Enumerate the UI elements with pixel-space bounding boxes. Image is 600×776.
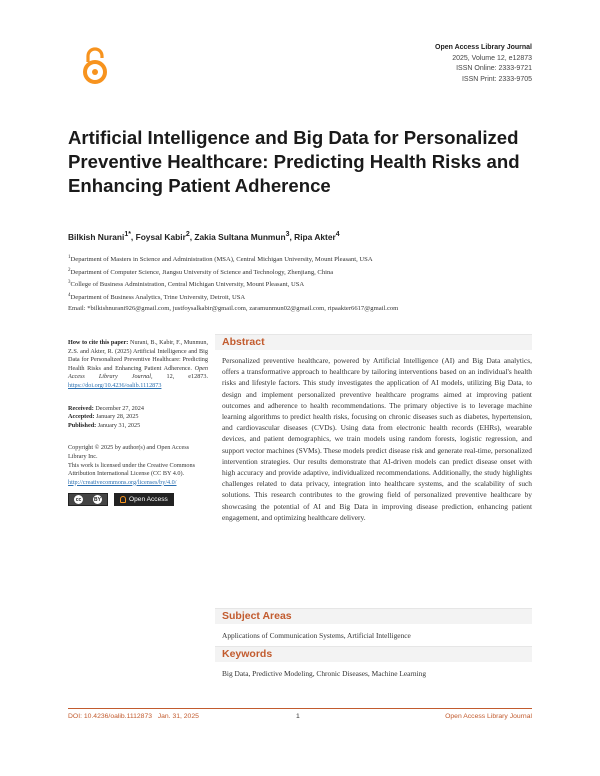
- doi-link[interactable]: https://doi.org/10.4236/oalib.1112873: [68, 381, 162, 389]
- footer-divider: [68, 708, 532, 709]
- journal-volume: 2025, Volume 12, e12873: [452, 54, 532, 62]
- abstract-heading: Abstract: [222, 336, 265, 348]
- affiliation: $^3$College of Business Administration, Central Michigan University, Mount Pleasant, USA: [68, 280, 305, 289]
- open-access-logo-icon: [82, 46, 108, 86]
- abstract-text: Personalized preventive healthcare, powered by Artificial Intelligence (AI) and Big Data analytics, offers a transformative approach to healthcare by tailoring interventions based on an individual's health risks and lifestyle factors. This study investigates the application of AI models, utilizing Big Data, to design and implement personalized preventive healthcare programs aimed at improving patient outcomes and adherence to health recommendations. The primary objective is to leverage machine learning algorithms to predict health risks, focusing on chronic diseases such as diabetes, hypertension, and cardiovascular diseases (CVDs). Using data from electronic health records (EHRs), wearable devices, and patient demographics, we train models using random forests, logistic regression, and support vector machines (SVMs). These models predict disease risk and generate real-time, personalized intervention strategies. Our results demonstrate that AI-driven models can predict disease onset with high accuracy and provide adaptive, individualized recommendations. Additionally, the study highlights challenges related to data privacy, integration into healthcare systems, and the scalability of such solutions. This research contributes to the growing field of personalized preventive healthcare by showcasing the potential of AI and Big Data in improving disease prediction, enhancing patient engagement, and optimizing healthcare delivery.: [222, 356, 532, 522]
- journal-info: [332, 43, 532, 85]
- journal-name: Open Access Library Journal: [435, 44, 532, 51]
- affiliations: [68, 253, 538, 314]
- citation: How to cite this paper: Nurani, B., Kabir, F., Munmun, Z.S. and Akter, R. (2025) Artificial Intelligence and Big Data for Personalized Preventive Healthcare: Predicting Health Risks and Enhancing Patient Adherence. Open Access Library Journal, 12, e12873. https://doi.org/10.4236/oalib.1112873: [68, 339, 209, 389]
- author-name: Ripa Akter: [294, 231, 336, 242]
- page-number: 1: [296, 713, 300, 720]
- subject-areas-heading: Subject Areas: [222, 610, 292, 622]
- author-name: Zakia Sultana Munmun: [194, 231, 286, 242]
- affiliation: $^4$Department of Business Analytics, Trine University, Detroit, USA: [68, 293, 246, 302]
- license-link[interactable]: http://creativecommons.org/licenses/by/4.0/: [68, 478, 177, 486]
- copyright: Copyright © 2025 by author(s) and Open Access Library Inc. This work is licensed under the Creative Commons Attribution International License (CC BY 4.0). http://creativecommons.org/licenses/by/4.0/: [68, 444, 208, 487]
- dates: Received: December 27, 2024 Accepted: January 28, 2025 Published: January 31, 2025: [68, 404, 144, 429]
- cc-by-icon: BY: [94, 496, 101, 503]
- received-date: December 27, 2024: [95, 404, 144, 412]
- email-list[interactable]: *bilkishnurani926@gmail.com, justfoysalkabir@gmail.com, zaramunmun02@gmail.com, ripaakter6617@gmail.com: [87, 304, 399, 312]
- affiliation: $^2$Department of Computer Science, Jiangsu University of Science and Technology, Zhenjiang, China: [68, 267, 334, 276]
- footer-journal: Open Access Library Journal: [445, 713, 532, 720]
- sidebar-info: [68, 339, 208, 506]
- subject-areas-text: Applications of Communication Systems, Artificial Intelligence: [222, 631, 411, 640]
- issn-online: ISSN Online: 2333-9721: [456, 65, 532, 72]
- cc-license-badge[interactable]: [68, 493, 108, 506]
- author-list: Bilkish Nurani$^{1*}$, Foysal Kabir$^2$, Zakia Sultana Munmun$^3$, Ripa Akter$^4$: [68, 231, 340, 242]
- affiliation: $^1$Department of Masters in Science and Administration (MSA), Central Michigan University, Mount Pleasant, USA: [68, 255, 373, 264]
- license-badges: [68, 493, 208, 506]
- paper-title: Artificial Intelligence and Big Data for Personalized Preventive Healthcare: Predicting Health Risks and Enhancing Patient Adherence: [68, 127, 520, 196]
- cc-icon: cc: [75, 496, 82, 503]
- accepted-date: January 28, 2025: [96, 413, 139, 421]
- keywords-heading: Keywords: [222, 648, 273, 660]
- open-access-badge[interactable]: Open Access: [114, 493, 174, 506]
- open-lock-icon: [120, 496, 126, 503]
- issn-print: ISSN Print: 2333-9705: [461, 75, 532, 83]
- email-line: Email: *bilkishnurani926@gmail.com, justfoysalkabir@gmail.com, zaramunmun02@gmail.com, ripaakter6617@gmail.com: [68, 304, 399, 312]
- author-name: Bilkish Nurani: [68, 231, 125, 242]
- footer-date: Jan. 31, 2025: [157, 713, 199, 720]
- published-date: January 31, 2025: [97, 421, 141, 429]
- footer-doi[interactable]: DOI: 10.4236/oalib.1112873 Jan. 31, 2025: [68, 713, 199, 720]
- author-name: Foysal Kabir: [135, 231, 186, 242]
- keywords-text: Big Data, Predictive Modeling, Chronic Diseases, Machine Learning: [222, 669, 427, 678]
